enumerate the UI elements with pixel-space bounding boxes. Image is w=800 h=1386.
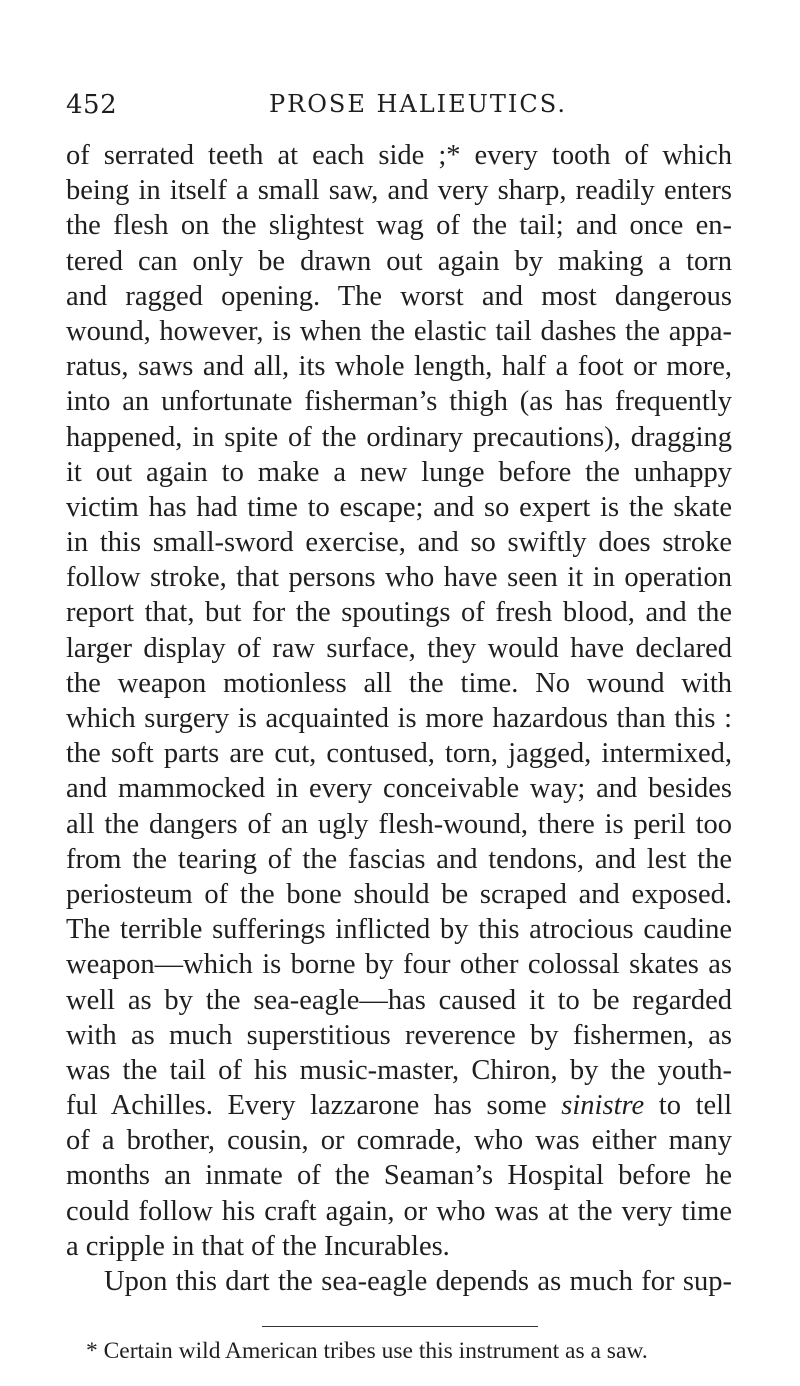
paragraph-start-line: Upon this dart the sea-eagle depends as much for sup- [104,1266,732,1297]
text-line: the soft parts are cut, contused, torn, jagged, intermixed, [66,738,732,770]
text-line: and mammocked in every conceivable way; and besides [66,773,732,805]
text-line: of a brother, cousin, or comrade, who was either many [66,1125,732,1157]
text-line: wound, however, is when the elastic tail dashes the appa- [66,315,732,347]
text-line: with as much superstitious reverence by fishermen, as [66,1019,732,1051]
footnote-rule [262,1326,538,1327]
text-line: being in itself a small saw, and very sharp, readily enters [66,175,732,207]
text-line: was the tail of his music-master, Chiron, by the youth- [66,1054,732,1086]
text-segment: ful Achilles. Every lazzarone has some [66,1090,562,1122]
text-line: of serrated teeth at each side ;* every tooth of which [66,140,732,171]
text-line: weapon—which is borne by four other colossal skates as [66,949,732,981]
text-line: happened, in spite of the ordinary precautions), dragging [66,421,732,453]
text-line: and ragged opening. The worst and most dangerous [66,280,732,312]
running-title: PROSE HALIEUTICS. [269,90,567,118]
text-line: from the tearing of the fascias and tendons, and lest the [66,843,732,875]
paragraph-end-line: a cripple in that of the Incurables. [66,1230,450,1262]
text-line: victim has had time to escape; and so expert is the skate [66,491,732,523]
text-line: tered can only be drawn out again by making a torn [66,245,732,277]
text-line: ratus, saws and all, its whole length, half a foot or more, [66,351,732,383]
text-line: The terrible sufferings inflicted by this atrocious caudine [66,914,732,946]
text-line: months an inmate of the Seaman’s Hospital before he [66,1160,732,1192]
page-number: 452 [66,90,118,120]
text-line: which surgery is acquainted is more hazardous than this : [66,703,732,734]
text-line: into an unfortunate fisherman’s thigh (as has frequently [66,386,732,418]
text-line-with-italic [66,1088,732,1123]
text-line: periosteum of the bone should be scraped and exposed. [66,878,732,910]
text-line: report that, but for the spoutings of fresh blood, and the [66,597,732,629]
text-segment: to tell [644,1090,732,1122]
text-line: the flesh on the slightest wag of the tail; and once en- [66,210,732,242]
text-line: all the dangers of an ugly flesh-wound, there is peril too [66,808,732,840]
text-line: in this small-sword exercise, and so swiftly does stroke [66,527,732,559]
text-line: larger display of raw surface, they would have declared [66,632,732,664]
text-line: follow stroke, that persons who have seen it in operation [66,562,732,594]
text-line: could follow his craft again, or who was at the very time [66,1195,732,1227]
body-text [66,138,732,1299]
footnote: * Certain wild American tribes use this instrument as a saw. [86,1338,648,1364]
text-line: the weapon motionless all the time. No wound with [66,667,732,699]
text-line: well as by the sea-eagle—has caused it to be regarded [66,984,732,1016]
italic-word: sinistre [561,1090,645,1122]
text-line: it out again to make a new lunge before the unhappy [66,456,732,488]
page-header [66,90,730,130]
